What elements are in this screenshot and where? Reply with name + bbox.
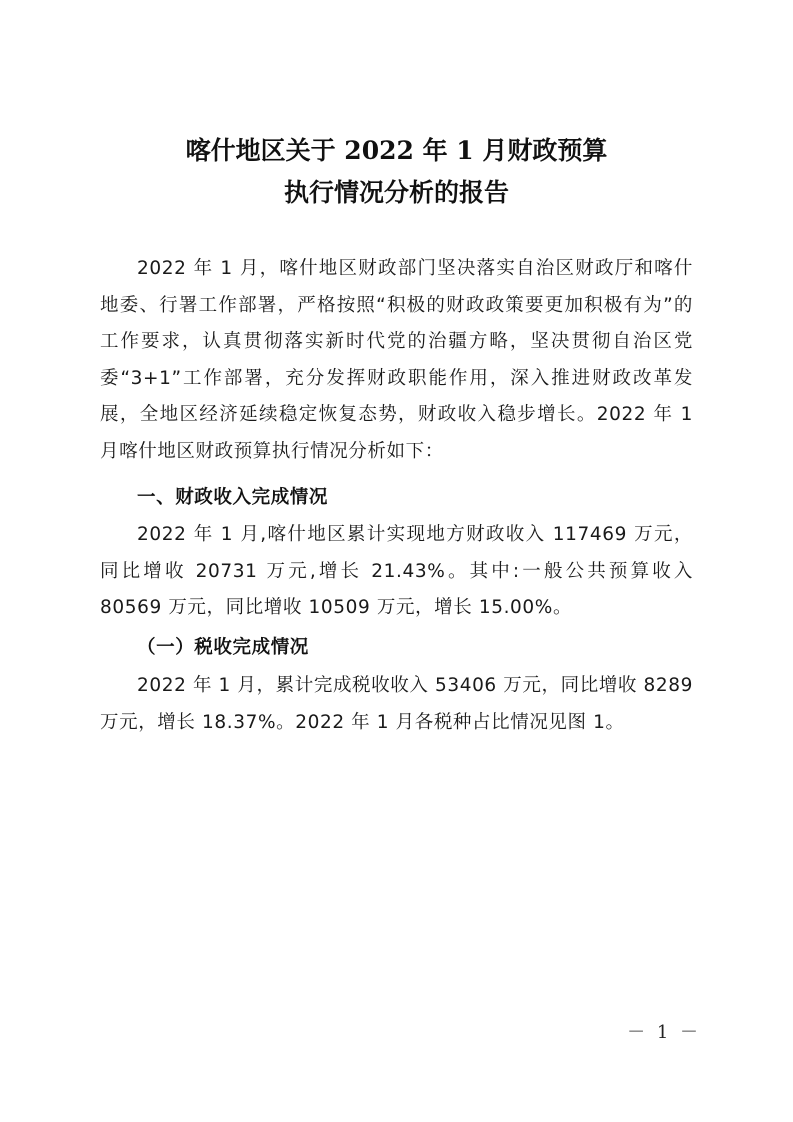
page-number: － 1 － bbox=[627, 1022, 701, 1043]
report-title-line-1: 喀什地区关于 2022 年 1 月财政预算 bbox=[185, 136, 608, 165]
revenue-paragraph: 2022 年 1 月,喀什地区累计实现地方财政收入 117469 万元，同比增收 20731 万元,增长 21.43%。其中:一般公共预算收入 80569 万元，同比增收 10509 万元，增长 15.00%。 bbox=[100, 524, 693, 619]
report-title-line-2: 执行情况分析的报告 bbox=[283, 178, 509, 207]
subsection-heading-tax: （一）税收完成情况 bbox=[137, 637, 309, 658]
tax-paragraph: 2022 年 1 月，累计完成税收收入 53406 万元，同比增收 8289 万元，增长 18.37%。2022 年 1 月各税种占比情况见图 1。 bbox=[100, 675, 693, 733]
intro-paragraph: 2022 年 1 月，喀什地区财政部门坚决落实自治区财政厅和喀什地委、行署工作部署，严格按照“积极的财政政策要更加积极有为”的工作要求，认真贯彻落实新时代党的治疆方略，坚决贯彻自治区党委“3+1”工作部署，充分发挥财政职能作用，深入推进财政改革发展，全地区经济延续稳定恢复态势，财政收入稳步增长。2022 年 1 月喀什地区财政预算执行情况分析如下： bbox=[100, 258, 693, 462]
section-heading-revenue: 一、财政收入完成情况 bbox=[137, 487, 329, 508]
